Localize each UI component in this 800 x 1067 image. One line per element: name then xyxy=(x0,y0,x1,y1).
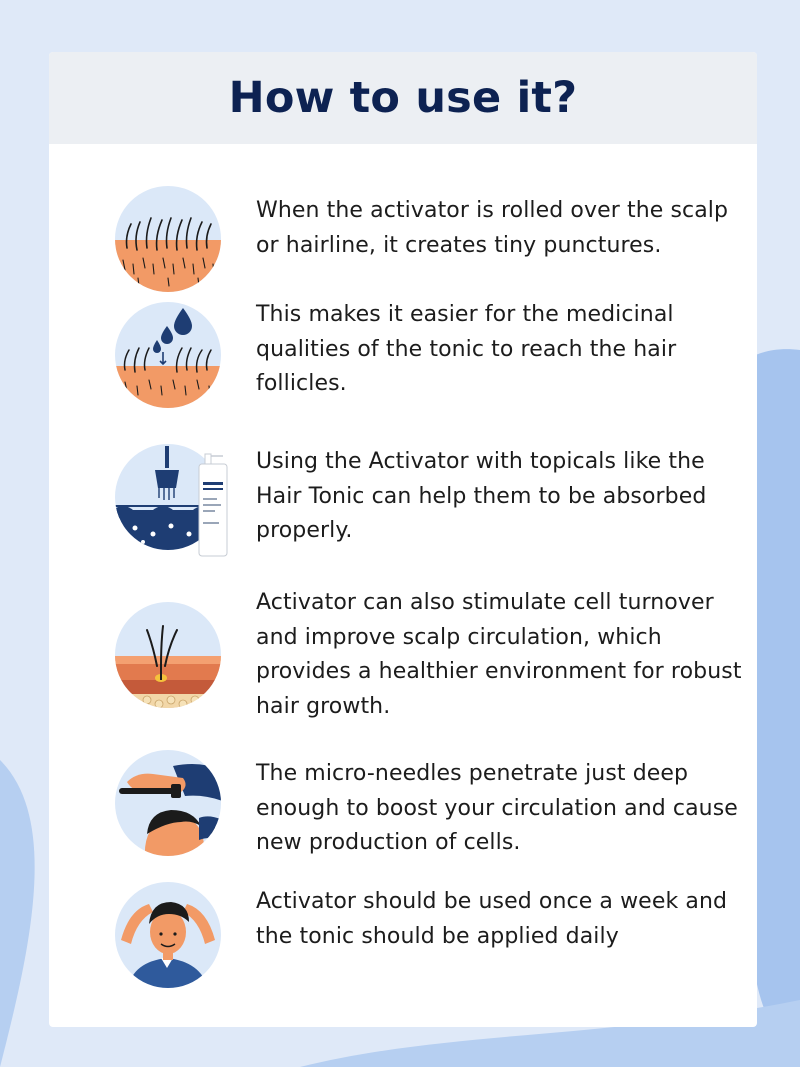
skin-layers-follicle-icon xyxy=(113,600,223,710)
page-title: How to use it? xyxy=(228,73,578,123)
roller-tonic-bottle-icon xyxy=(113,442,223,552)
step-text: Using the Activator with topicals like the Hair Tonic can help them to be absorbed properly. xyxy=(256,449,707,543)
man-touching-hair-icon xyxy=(113,880,223,990)
step-text: Activator should be used once a week and the tonic should be applied daily xyxy=(256,889,728,949)
step-text: When the activator is rolled over the scalp or hairline, it creates tiny punctures. xyxy=(256,198,729,258)
card-header xyxy=(49,52,757,144)
instructions-card xyxy=(49,52,757,1027)
scalp-drops-icon xyxy=(113,300,223,410)
step-text: Activator can also stimulate cell turnover and improve scalp circulation, which provides a healthier environment for robust hair growth. xyxy=(256,590,742,719)
hand-roller-head-icon xyxy=(113,748,223,858)
scalp-hair-icon xyxy=(113,184,223,294)
step-text: The micro-needles penetrate just deep enough to boost your circulation and cause new production of cells. xyxy=(256,761,738,855)
step-text: This makes it easier for the medicinal qualities of the tonic to reach the hair follicles. xyxy=(256,302,677,396)
